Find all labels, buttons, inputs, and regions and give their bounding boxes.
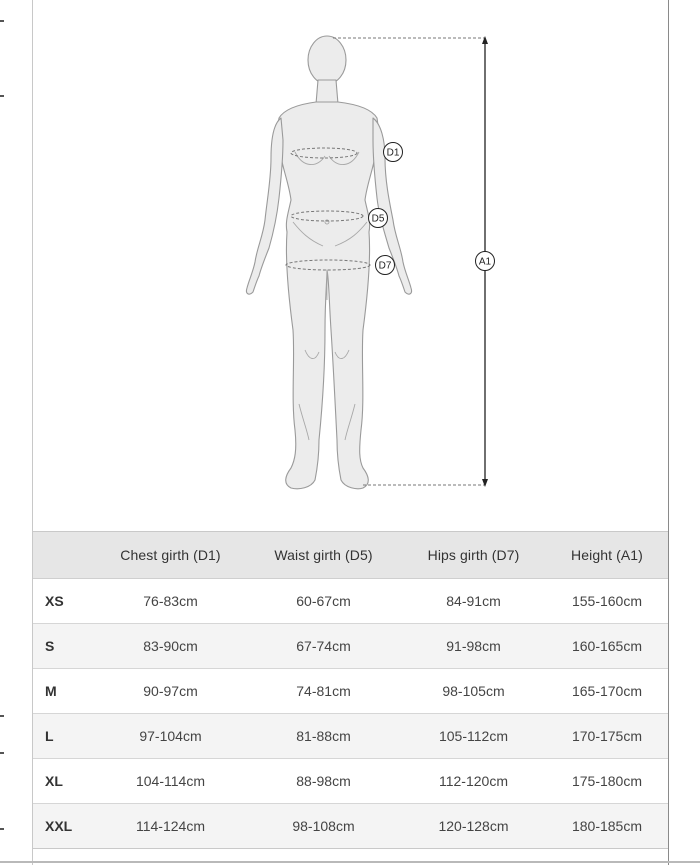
chest-cell: 90-97cm [95, 668, 246, 713]
table-row [33, 758, 668, 803]
chest-cell: 83-90cm [95, 623, 246, 668]
waist-cell: 81-88cm [246, 713, 401, 758]
background-window-edge-bottom [0, 861, 700, 863]
waist-cell: 67-74cm [246, 623, 401, 668]
height-cell: 170-175cm [546, 713, 668, 758]
table-row [33, 623, 668, 668]
table-row [33, 713, 668, 758]
hips-cell: 120-128cm [438, 817, 509, 834]
background-window-edge [0, 0, 33, 865]
height-cell: 165-170cm [546, 668, 668, 713]
chest-marker-label: D1 [386, 147, 400, 159]
hips-cell: 105-112cm [401, 713, 546, 758]
height-marker-label: A1 [478, 256, 492, 268]
size-cell: XS [33, 578, 95, 623]
size-cell: L [33, 713, 95, 758]
header-hips: Hips girth (D7) [401, 532, 546, 578]
table-row [33, 578, 668, 623]
hips-cell: 91-98cm [401, 623, 546, 668]
waist-cell: 88-98cm [246, 758, 401, 803]
size-cell: S [33, 623, 95, 668]
hips-cell: 84-91cm [401, 578, 546, 623]
body-silhouette-diagram [33, 0, 668, 530]
body-measurement-figure [33, 0, 668, 530]
size-cell: XL [33, 758, 95, 803]
header-size [33, 532, 95, 578]
height-cell: 175-180cm [546, 758, 668, 803]
hips-cell: 98-105cm [401, 668, 546, 713]
waist-cell: 60-67cm [246, 578, 401, 623]
torso-shape [278, 102, 379, 489]
head-shape [308, 36, 346, 84]
hips-cell: 112-120cm [401, 758, 546, 803]
waist-marker-label: D5 [371, 213, 385, 225]
hips-marker-label: D7 [378, 260, 392, 272]
table-row [33, 803, 668, 848]
table-header-row [33, 532, 668, 578]
height-cell: 160-165cm [546, 623, 668, 668]
height-cell: 180-185cm [571, 817, 643, 834]
chest-cell: 114-124cm [135, 817, 205, 834]
chest-cell: 104-114cm [95, 758, 246, 803]
header-height: Height (A1) [546, 532, 668, 578]
chest-cell: 97-104cm [95, 713, 246, 758]
size-cell: M [33, 668, 95, 713]
header-waist: Waist girth (D5) [246, 532, 401, 578]
left-arm-shape [246, 118, 283, 294]
chest-cell: 76-83cm [95, 578, 246, 623]
header-chest: Chest girth (D1) [95, 532, 246, 578]
table-row [33, 668, 668, 713]
height-cell: 155-160cm [546, 578, 668, 623]
background-window-edge-right [668, 0, 700, 865]
waist-cell: 98-108cm [292, 817, 355, 834]
size-chart-table [33, 531, 668, 849]
waist-cell: 74-81cm [246, 668, 401, 713]
size-cell: XXL [45, 817, 73, 834]
